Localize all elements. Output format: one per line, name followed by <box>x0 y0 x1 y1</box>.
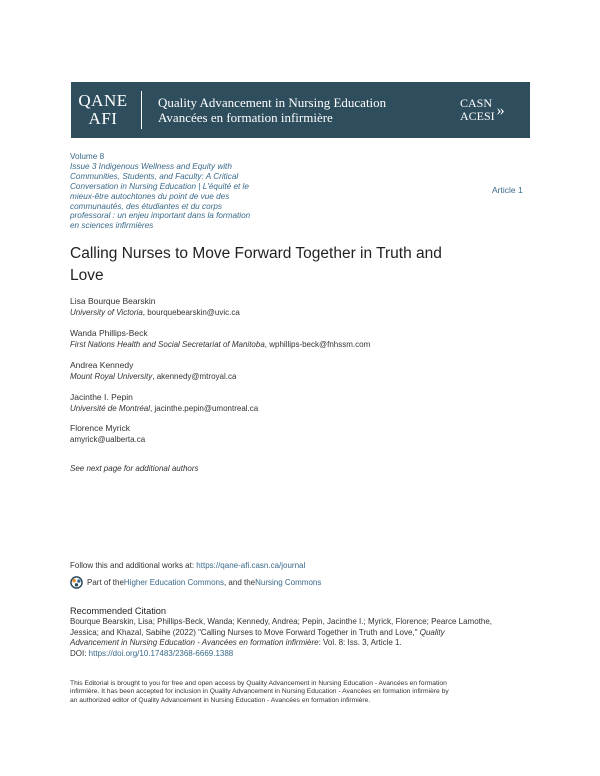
author-email: , jacinthe.pepin@umontreal.ca <box>150 404 259 413</box>
banner-title-en: Quality Advancement in Nursing Education <box>158 95 387 110</box>
network-icon <box>70 576 83 589</box>
citation-journal: Advancement in Nursing Education - Avancées en formation infirmière <box>70 638 319 647</box>
author-name: Jacinthe I. Pepin <box>70 392 133 402</box>
author-email: amyrick@ualberta.ca <box>70 435 146 444</box>
citation-line: Jessica; and Khazal, Sabihe (2022) "Calling Nurses to Move Forward Together in Truth and Love," <box>70 627 420 637</box>
banner-divider <box>141 91 142 129</box>
chevron-double-icon: » <box>496 101 505 119</box>
logo-left-line1: QANE <box>78 91 128 110</box>
author-name: Wanda Phillips-Beck <box>70 328 148 338</box>
author-affiliation: University of Victoria <box>70 308 143 317</box>
part-of-line <box>70 576 321 589</box>
title-line1: Calling Nurses to Move Forward Together in Truth and <box>70 245 442 262</box>
nursing-commons-link[interactable]: Nursing Commons <box>255 578 322 587</box>
logo-right-line1: CASN <box>460 96 493 110</box>
doi-link[interactable]: https://doi.org/10.17483/2368-6669.1388 <box>88 648 234 658</box>
citation-text <box>70 617 532 659</box>
issue-line: Issue 3 Indigenous Wellness and Equity with <box>70 161 232 171</box>
issue-link[interactable] <box>70 162 302 231</box>
banner-title-fr: Avancées en formation infirmière <box>158 110 333 125</box>
author-entry <box>70 392 540 414</box>
author-email: , bourquebearskin@uvic.ca <box>142 308 240 317</box>
doi-label: DOI: <box>70 648 89 658</box>
author-affiliation: Mount Royal University <box>70 372 153 381</box>
author-affiliation: Université de Montréal <box>70 404 151 413</box>
author-email: , akennedy@mtroyal.ca <box>152 372 237 381</box>
logo-right-line2: ACESI <box>460 109 495 123</box>
issue-line: en sciences infirmières <box>70 221 154 231</box>
citation-journal: Quality <box>419 627 445 637</box>
citation-line: Bourque Bearskin, Lisa; Phillips-Beck, Wanda; Kennedy, Andrea; Pepin, Jacinthe I.; Myrick, Florence; Pearce Lamothe, <box>70 617 492 626</box>
title-line2: Love <box>70 267 104 284</box>
footer-line: This Editorial is brought to you for free and open access by Quality Advancement in Nursing Education - Avancées en formation <box>70 680 447 687</box>
footer-line: infirmière. It has been accepted for inclusion in Quality Advancement in Nursing Education - Avancées en formation infirmière by <box>70 688 449 696</box>
banner-titles <box>158 95 460 125</box>
volume-link[interactable]: Volume 8 <box>70 152 105 161</box>
access-statement <box>70 680 532 705</box>
author-entry <box>70 328 540 350</box>
author-name: Florence Myrick <box>70 423 130 433</box>
author-name: Andrea Kennedy <box>70 360 134 370</box>
journal-url-link[interactable]: https://qane-afi.casn.ca/journal <box>196 561 306 570</box>
logo-left-line2: AFI <box>88 109 118 128</box>
qane-afi-logo <box>71 92 135 128</box>
issue-line: Communities, Students, and Faculty: A Critical <box>70 171 239 181</box>
author-entry <box>70 360 540 382</box>
author-name: Lisa Bourque Bearskin <box>70 296 156 306</box>
footer-line: an authorized editor of Quality Advancement in Nursing Education - Avancées en formation infirmière. <box>70 696 371 704</box>
issue-line: communautés, des étudiantes et du corps <box>70 201 223 211</box>
journal-banner <box>71 82 530 138</box>
issue-line: mieux-être autochtones du point de vue des <box>70 191 230 201</box>
issue-line: Conversation in Nursing Education | L'équité et le <box>70 181 249 191</box>
article-title <box>70 243 530 287</box>
part-of-middle: , and the <box>223 578 256 587</box>
higher-education-commons-link[interactable]: Higher Education Commons <box>123 578 224 587</box>
author-entry <box>70 296 540 318</box>
citation-line: : Vol. 8: Iss. 3, Article 1. <box>318 638 402 647</box>
follow-text: Follow this and additional works at: <box>70 561 197 570</box>
recommended-citation-heading: Recommended Citation <box>70 606 167 616</box>
author-email: , wphillips-beck@fnhssm.com <box>264 340 371 349</box>
follow-line <box>70 561 305 570</box>
issue-info <box>70 152 302 231</box>
casn-acesi-logo <box>460 97 530 123</box>
author-entry <box>70 423 540 445</box>
see-next-page-note: See next page for additional authors <box>70 464 199 473</box>
issue-line: professoral : un enjeu important dans la formation <box>70 211 251 221</box>
part-of-prefix: Part of the <box>87 578 124 587</box>
article-number-link[interactable]: Article 1 <box>492 185 523 195</box>
author-affiliation: First Nations Health and Social Secretariat of Manitoba <box>70 340 265 349</box>
